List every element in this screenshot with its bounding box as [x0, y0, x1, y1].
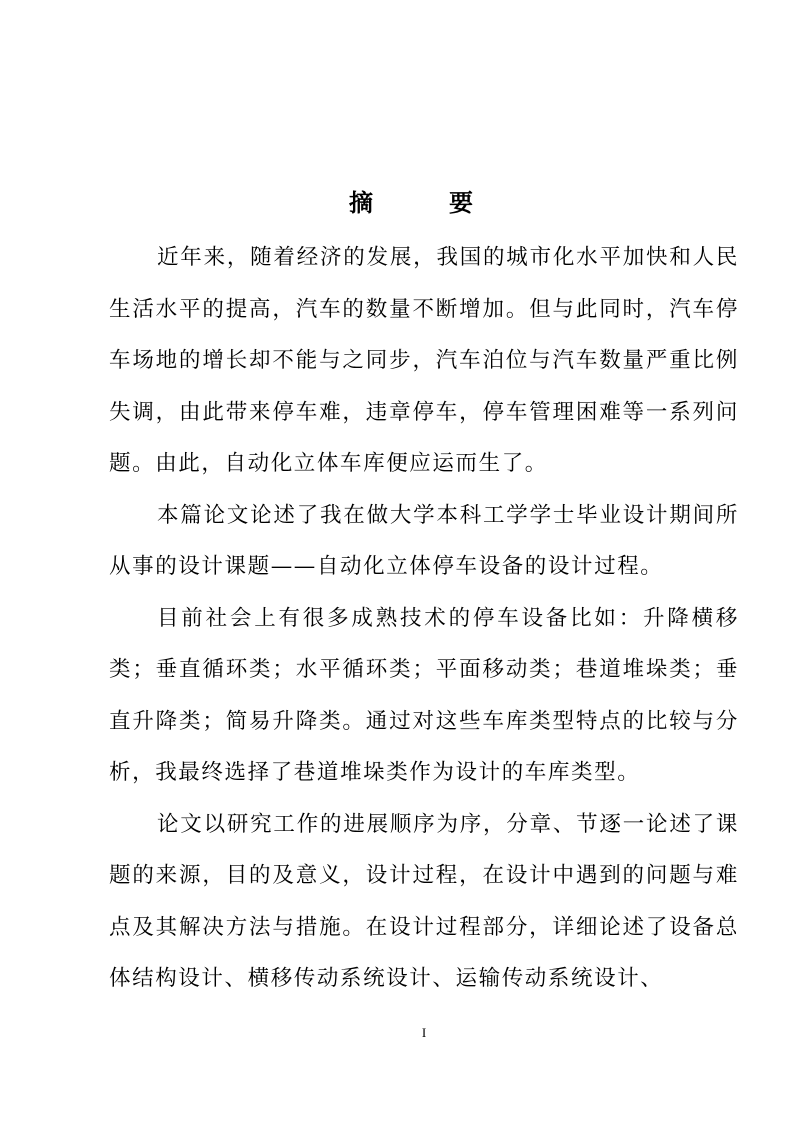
abstract-body [109, 232, 739, 1005]
paragraph-2: 本篇论文论述了我在做大学本科工学学士毕业设计期间所从事的设计课题——自动化立体停车设备的设计过程。 [109, 502, 739, 579]
paragraph-3: 目前社会上有很多成熟技术的停车设备比如：升降横移类；垂直循环类；水平循环类；平面移动类；巷道堆垛类；垂直升降类；简易升降类。通过对这些车库类型特点的比较与分析，我最终选择了巷道堆垛类作为设计的车库类型。 [109, 605, 739, 785]
paragraph-1: 近年来，随着经济的发展，我国的城市化水平加快和人民生活水平的提高，汽车的数量不断增加。但与此同时，汽车停车场地的增长却不能与之同步，汽车泊位与汽车数量严重比例失调，由此带来停车难，违章停车，停车管理困难等一系列问题。由此，自动化立体车库便应运而生了。 [109, 245, 739, 476]
abstract-title: 摘 要 [349, 188, 499, 217]
paragraph-4: 论文以研究工作的进展顺序为序，分章、节逐一论述了课题的来源，目的及意义，设计过程，在设计中遇到的问题与难点及其解决方法与措施。在设计过程部分，详细论述了设备总体结构设计、横移传动系统设计、运输传动系统设计、 [109, 811, 739, 991]
page-number: I [421, 1025, 427, 1040]
